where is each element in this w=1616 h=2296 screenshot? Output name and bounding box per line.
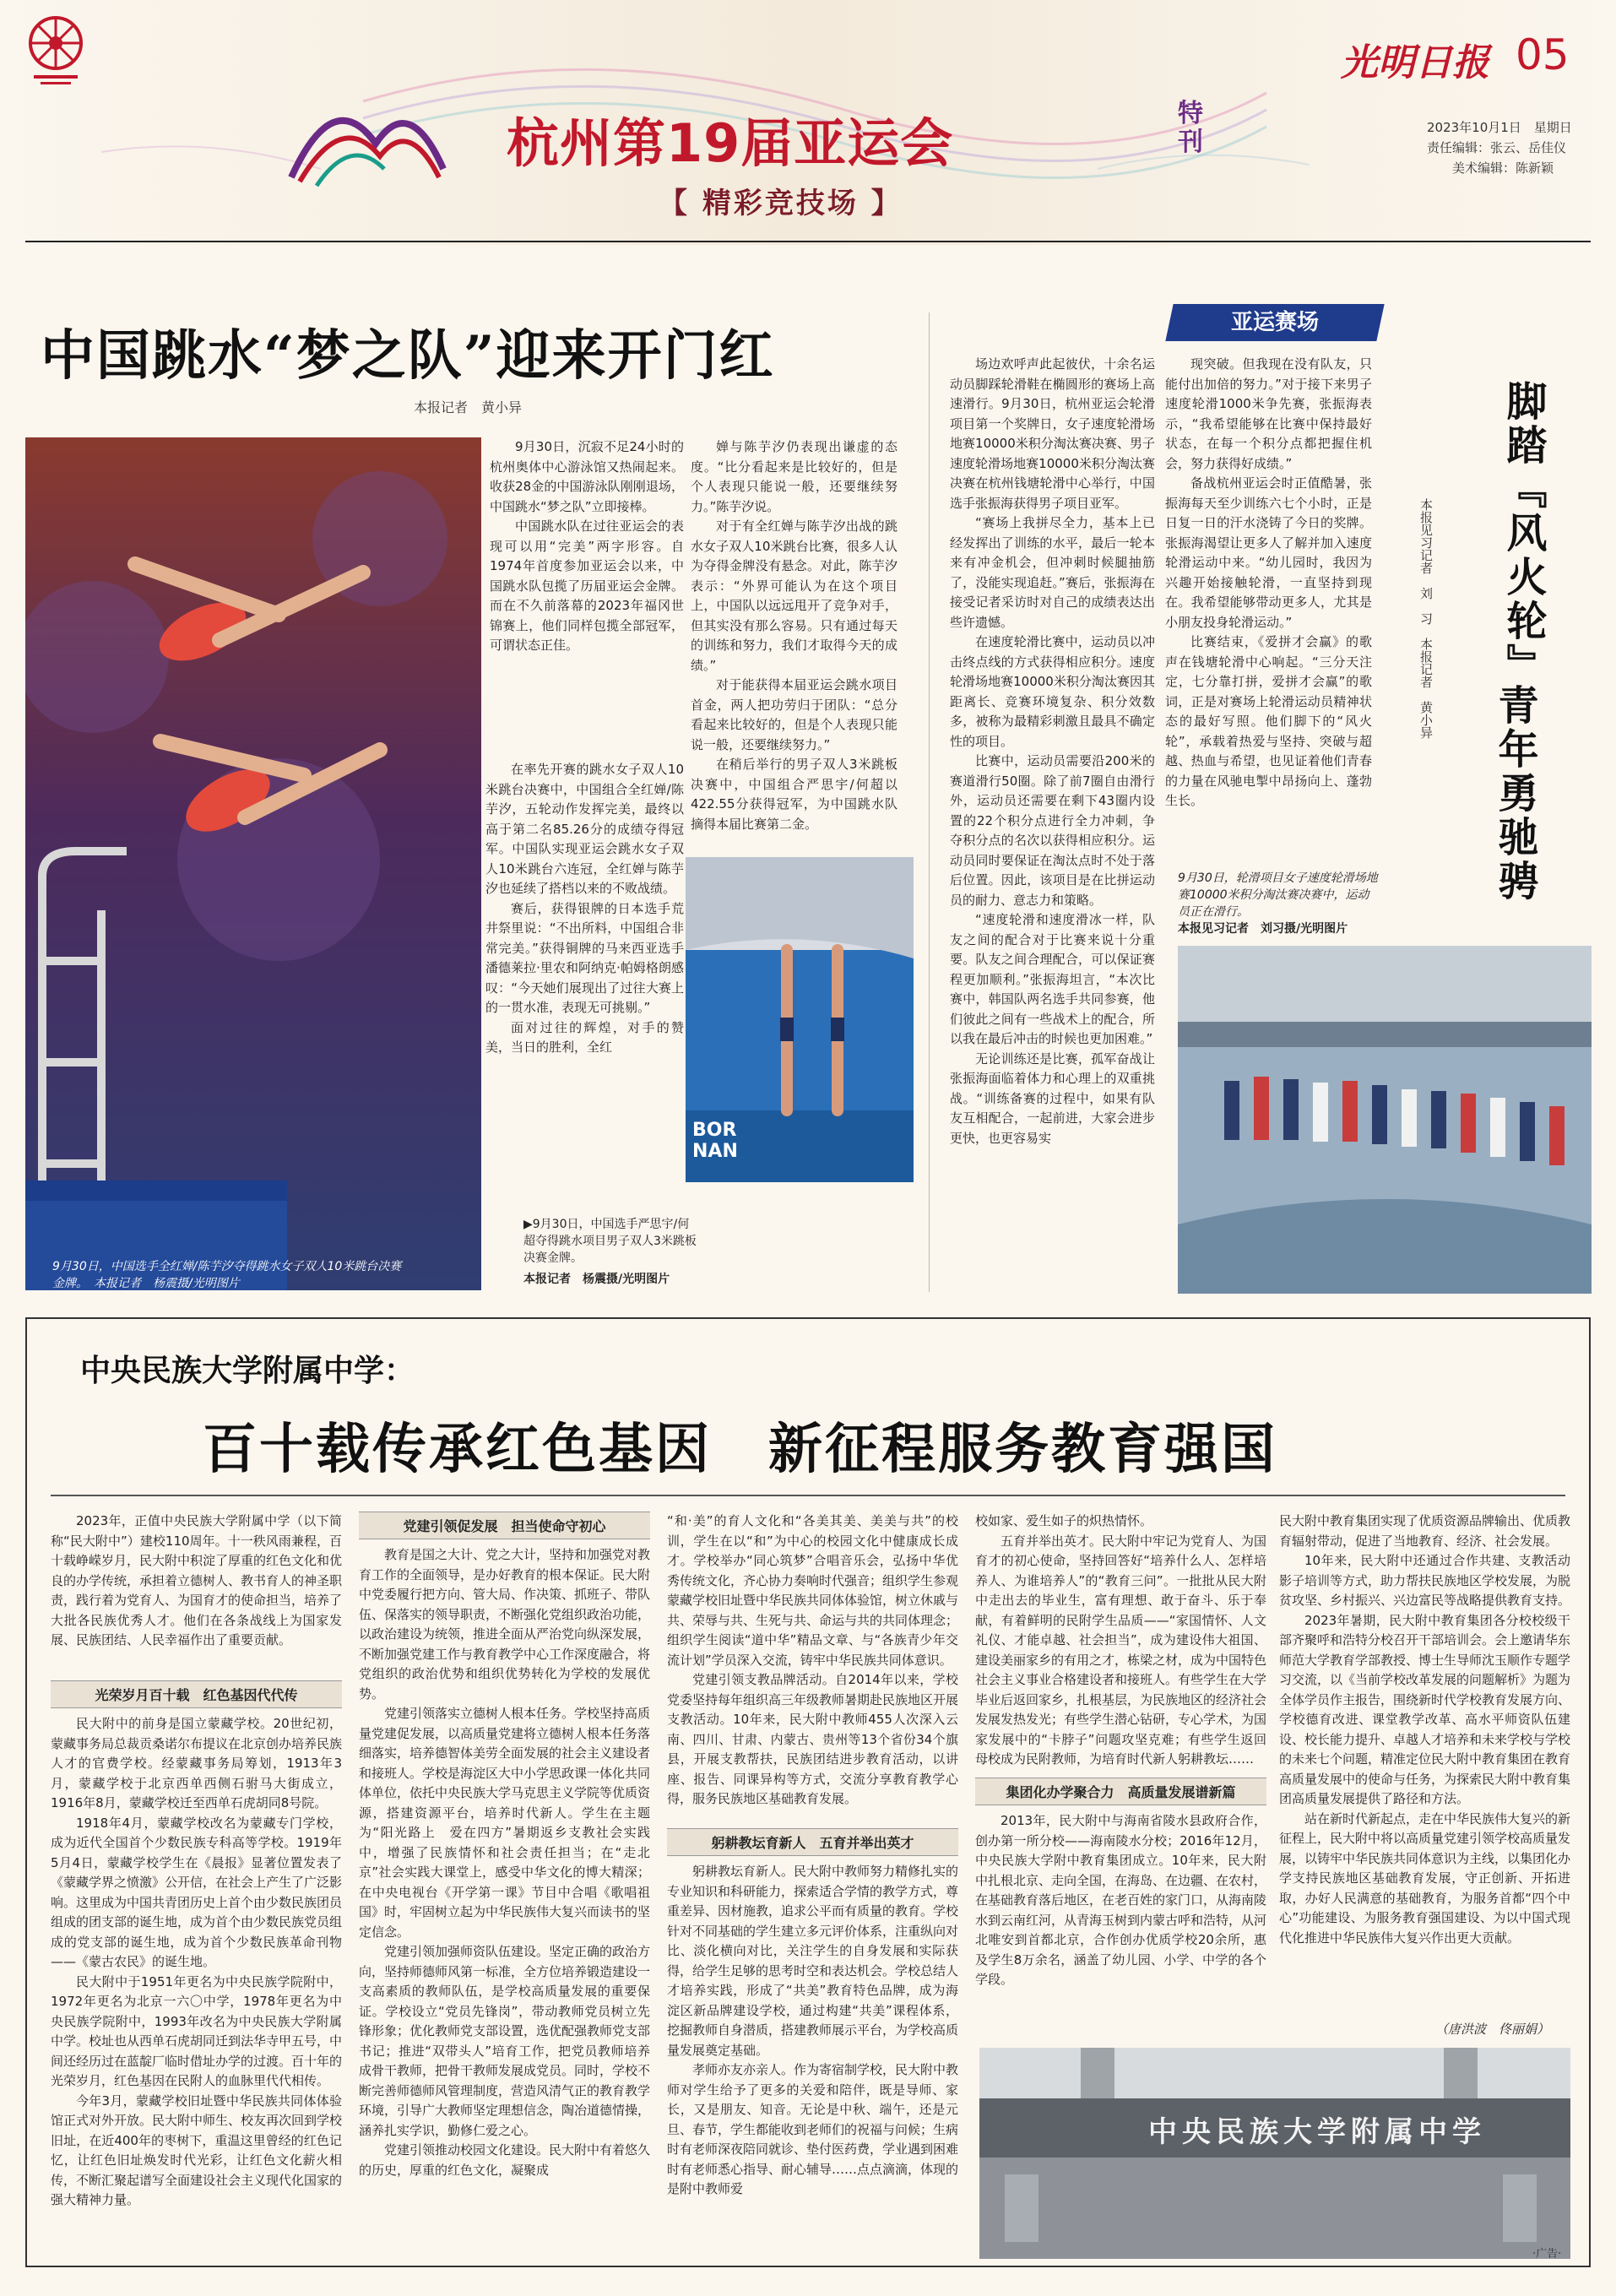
responsible-editors: 责任编辑：张云、岳佳仪 bbox=[1427, 140, 1567, 155]
paragraph: “速度轮滑和速度滑冰一样，队友之间的配合对于比赛来说十分重要。队友之间合理配合，可以保证赛程更加顺利。”张振海坦言，“本次比赛中，韩国队两名选手共同参赛，他们彼此之间有一些战术上的配合，所以我在最后冲击的时候也更加困难。” bbox=[950, 912, 1155, 1046]
special-title bbox=[507, 101, 953, 176]
paragraph: 比赛中，运动员需要沿200米的赛道滑行50圈。除了前7圈自由滑行外，运动员还需要在剩下43圈内设置的22个积分点进行全力冲刺，争夺积分点的名次以获得相应积分。运动员同时要保证在淘汰点时不处于落后位置。因此，该项目是在比拼运动员的耐力、意志力和策略。 bbox=[950, 753, 1155, 908]
paragraph: 备战杭州亚运会时正值酷暑，张振海每天至少训练六七个小时，正是日复一日的汗水浇铸了今日的奖牌。张振海渴望让更多人了解并加入速度轮滑运动中来。“幼儿园时，我因为兴趣开始接触轮滑，一直坚持到现在。我希望能够带动更多人，尤其是小朋友投身轮滑运动。” bbox=[1165, 475, 1372, 630]
paragraph: 校如家、爱生如子的炽热情怀。 bbox=[975, 1513, 1153, 1528]
school-gate-sign: 中央民族大学附属中学 bbox=[1148, 2115, 1486, 2149]
school-col1b bbox=[51, 1714, 342, 2259]
skating-headline-b: 青年勇驰骋 bbox=[1491, 684, 1538, 904]
school-col4b bbox=[975, 1811, 1266, 2010]
paragraph: “赛场上我拼尽全力，基本上已经发挥出了训练的水平，最后一轮本来有冲金机会，但冲刺时候腿抽筋了，没能实现追赶。”赛后，张振海在接受记者采访时对自己的成绩表达出些许遗憾。 bbox=[950, 515, 1155, 630]
paragraph: 9月30日，沉寂不足24小时的杭州奥体中心游泳馆又热闹起来。收获28金的中国游泳队刚刚退场，中国跳水“梦之队”立即接棒。 bbox=[490, 439, 684, 514]
school-author: （唐洪波 佟丽娟） bbox=[1435, 2022, 1550, 2037]
asian-games-emblem bbox=[25, 13, 86, 89]
paragraph: 党建引领加强师资队伍建设。坚定正确的政治方向，坚持师德师风第一标准，全方位培养锻造建设一支高素质的教师队伍，是学校高质量发展的重要保证。学校设立“党员先锋岗”，带动教师党员树立先锋形象；优化教师党支部设置，选优配强教师党支部书记；推进“双带头人”培育工作，把党员教师培养成骨干教师，把骨干教师发展成党员。同时，学校不断完善师德师风管理制度，营造风清气正的教育教学环境，引导广大教师坚定理想信念，陶冶道德情操，涵养扎实学识，勤修仁爱之心。 bbox=[359, 1944, 650, 2138]
school-headline: 百十载传承红色基因 新征程服务教育强国 bbox=[203, 1418, 1277, 1481]
school-col1a bbox=[51, 1512, 342, 1672]
school-subhead-3: 躬耕教坛育新人 五育并举出英才 bbox=[667, 1828, 958, 1856]
paragraph: 中国跳水队在过往亚运会的表现可以用“完美”两字形容。自1974年首度参加亚运会以来，中国跳水队包揽了历届亚运会金牌。而在不久前落幕的2023年福冈世锦赛上，他们同样包揽全部冠军，可谓状态正佳。 bbox=[490, 518, 684, 653]
special-title-text: 杭州第19届亚运会 bbox=[507, 112, 954, 174]
school-gate-photo bbox=[979, 2048, 1570, 2259]
school-kicker: 中央民族大学附属中学： bbox=[80, 1354, 415, 1388]
asian-games-logo-art bbox=[283, 76, 452, 194]
school-col3a bbox=[667, 1512, 958, 1820]
svg-text:BOR: BOR bbox=[692, 1120, 737, 1141]
column-divider bbox=[929, 312, 930, 1292]
paragraph: 民大附中于1951年更名为中央民族学院附中，1972年更名为北京一六〇中学，1978年更名为中央民族学院附中，1993年改名为中央民族大学附属中学。校址也从西单石虎胡同迁到法华寺甲五号，中间还经历过在蓝靛厂临时借址办学的过渡。百十年的光荣岁月，红色基因在民附人的血脉里代代相传。 bbox=[51, 1973, 342, 2088]
paragraph: 在率先开赛的跳水女子双人10米跳台决赛中，中国组合全红婵/陈芋汐，五轮动作发挥完美，最终以高于第二名85.26分的成绩夺得冠军。中国队实现亚运会跳水女子双人10米跳台六连冠，全红婵与陈芋汐也延续了搭档以来的不败战绩。 bbox=[485, 762, 684, 896]
diving-caption-left: 9月30日，中国选手全红婵/陈芋汐夺得跳水女子双人10米跳台决赛金牌。 本报记者 杨震摄/光明图片 bbox=[52, 1260, 402, 1290]
paragraph: 10年来，民大附中还通过合作共建、支教活动影子培训等方式，助力帮扶民族地区学校发展，为脱贫攻坚、乡村振兴、兴边富民等战略提供教育支持。 bbox=[1279, 1553, 1570, 1608]
diving-col2 bbox=[691, 437, 897, 834]
diving-photo-men bbox=[686, 857, 914, 1182]
paragraph: 赛后，获得银牌的日本选手荒井祭里说：“不出所料，中国组合非常完美。”获得铜牌的马来西亚选手潘德莱拉·里农和阿纳克·帕姆格朗感叹：“今天她们展现出了过往大赛上的一贯水准，表现无可挑剔。” bbox=[485, 900, 684, 1015]
paragraph: 2013年，民大附中与海南省陵水县政府合作，创办第一所分校——海南陵水分校；2016年12月，中央民族大学附中教育集团成立。10年来，民大附中扎根北京、走向全国，在海岛、在边疆、在农村，在基础教育落后地区，在老百姓的家门口，从海南陵水到云南红河，从青海玉树到内蒙古呼和浩特，从河北唯安到首都北京，合作创办优质学校20余所，惠及学生8万余名，涵盖了幼儿园、小学、中学的各个学段。 bbox=[975, 1813, 1266, 1987]
skating-caption-credit: 本报见习记者 刘习摄/光明图片 bbox=[1178, 922, 1348, 936]
paragraph: 对于能获得本届亚运会跳水项目首金，两人把功劳归于团队：“总分看起来比较好的，但是个人表现只能说一般，还要继续努力。” bbox=[691, 677, 897, 752]
paragraph: 现突破。但我现在没有队友，只能付出加倍的努力。”对于接下来男子速度轮滑1000米争先赛，张振海表示，“我希望能够在比赛中保持最好状态，在每一个积分点都把握住机会，努力获得好成绩。” bbox=[1165, 356, 1372, 471]
skating-col1 bbox=[950, 355, 1155, 1292]
diving-caption-right: ▶9月30日，中国选手严思宇/何超夺得跳水项目男子双人3米跳板决赛金牌。 bbox=[523, 1218, 697, 1265]
paragraph: 党建引领支教品牌活动。自2014年以来，学校党委坚持每年组织高三年级教师暑期赴民族地区开展支教活动。10年来，民大附中教师455人次深入云南、四川、甘肃、内蒙古、贵州等13个省份34个旗县，开展支教帮扶，民族团结进步教育活动，以讲座、报告、同课异构等方式，交流分享教育教学心得，服务民族地区基础教育发展。 bbox=[667, 1672, 958, 1806]
issue-date: 2023年10月1日 星期日 bbox=[1427, 120, 1572, 135]
diving-col1 bbox=[490, 437, 684, 720]
school-subhead-4: 集团化办学聚合力 高质量发展谱新篇 bbox=[975, 1778, 1266, 1805]
paragraph: 党建引领落实立德树人根本任务。学校坚持高质量党建促发展，以高质量党建将立德树人根本任务落细落实，培养德智体美劳全面发展的社会主义建设者和接班人。学校是海淀区大中小学思政课一体化共同体单位，依托中央民族大学马克思主义学院等优质资源，搭建资源平台，培养时代新人。学生在主题为“阳光路上 爱在四方”暑期返乡支教社会实践中，增强了民族情怀和社会责任担当；在“走北京”社会实践大课堂上，感受中华文化的博大精深；在中央电视台《开学第一课》节目中合唱《歌唱祖国》时，牢固树立起为中华民族伟大复兴而读书的坚定信念。 bbox=[359, 1706, 650, 1940]
skating-caption: 9月30日，轮滑项目女子速度轮滑场地赛10000米积分淘汰赛决赛中，运动员正在滑行。 bbox=[1178, 871, 1378, 919]
diving-col1b bbox=[485, 760, 684, 1110]
diving-byline: 本报记者 黄小异 bbox=[414, 399, 523, 415]
skating-byline: 本报见习记者 刘 习 本报记者 黄小异 bbox=[1418, 498, 1434, 739]
diving-headline: 中国跳水“梦之队”迎来开门红 bbox=[41, 324, 775, 388]
skating-headline-a: 脚踏『风火轮』 bbox=[1499, 380, 1547, 687]
paragraph: 2023年暑期，民大附中教育集团各分校校级干部齐聚呼和浩特分校召开干部培训会。会上邀请华东师范大学教育学部教授、博士生导师沈玉顺作专题学习交流，以《当前学校改革发展的问题解析》为题为全体学员作主报告，围绕新时代学校教育发展方向、学校德育改进、课堂教学改革、高水平师资队伍建设、校长能力提升、卓越人才培养和未来学校与学校的未来七个问题，精准定位民大附中教育集团在教育高质量发展中的使命与任务，为探索民大附中教育集团高质量发展提供了路径和方法。 bbox=[1279, 1612, 1570, 1806]
school-col3b bbox=[667, 1862, 958, 2259]
paragraph: 站在新时代新起点，走在中华民族伟大复兴的新征程上，民大附中将以高质量党建引领学校高质量发展，以铸牢中华民族共同体意识为主线，以集团化办学支持民族地区基础教育发展，守正创新、开拓进取，办好人民满意的基础教育，为服务首都“四个中心”功能建设、为服务教育强国建设、为以中国式现代化推进中华民族伟大复兴作出更大贡献。 bbox=[1279, 1810, 1570, 1946]
paragraph: 孝师亦友亦亲人。作为寄宿制学校，民大附中教师对学生给予了更多的关爱和陪伴，既是导师、家长，又是朋友、知音。无论是中秋、端午，还是元旦、春节，学生都能收到老师们的祝福与问候；生病时有老师深夜陪同就诊、垫付医药费，学业遇到困难时有老师悉心指导、耐心辅导……点点滴滴，体现的是附中教师爱 bbox=[667, 2062, 958, 2196]
diving-caption-right-credit: 本报记者 杨震摄/光明图片 bbox=[523, 1273, 670, 1286]
paragraph: 民大附中的前身是国立蒙藏学校。20世纪初，蒙藏事务局总裁贡桑诺尔布提议在北京创办培养民族人才的官费学校。经蒙藏事务局筹划，1913年3月，蒙藏学校于北京西单西侧石驸马大街成立，1916年8月，蒙藏学校迁至西单石虎胡同8号院。 bbox=[51, 1716, 342, 1810]
skating-tag-text: 亚运赛场 bbox=[1230, 310, 1319, 335]
school-col5 bbox=[1279, 1512, 1570, 2010]
paragraph: 躬耕教坛育新人。民大附中教师努力精修扎实的专业知识和科研能力，探索适合学情的教学方式，尊重差异、因材施教，追求公平而有质量的教育。学校针对不同基础的学生建立多元评价体系，注重纵向对比、淡化横向对比，关注学生的自身发展和实际获得，给学生足够的思考时空和表达机会。学校总结人才培养实践，形成了“共美”教育特色品牌，成为海淀区新品牌建设学校，通过构建“共美”课程体系，挖掘教师自身潜质，搭建教师展示平台，为学校高质量发展奠定基础。 bbox=[667, 1864, 958, 2058]
paragraph: 民大附中教育集团实现了优质资源品牌输出、优质教育辐射带动，促进了当地教育、经济、社会发展。 bbox=[1279, 1513, 1570, 1549]
school-headline-rule bbox=[51, 1495, 1565, 1496]
page-number: 05 bbox=[1516, 30, 1570, 79]
paragraph: 五育并举出英才。民大附中牢记为党育人、为国育才的初心使命，坚持回答好“培养什么人、怎样培养人、为谁培养人”的“教育三问”。一批批从民大附中走出去的毕业生，富有理想、敢于奋斗、乐于奉献，有着鲜明的民附学生品质——“家国情怀、人文礼仪、才能卓越、社会担当”，成为建设伟大祖国、建设美丽家乡的有用之才，栋梁之材，成为中国特色社会主义事业合格建设者和接班人。有些学生在大学毕业后返回家乡，扎根基层，为民族地区的经济社会发展发热发光；有些学生潜心钻研，专心学术，为国家发展中的“卡脖子”问题攻坚克难；有些学生返回母校成为民附教师，为培育时代新人躬耕教坛…… bbox=[975, 1533, 1266, 1767]
special-suffix: 特刊 bbox=[1178, 99, 1203, 157]
section-tag: 【 精彩竞技场 】 bbox=[659, 187, 903, 220]
masthead bbox=[0, 0, 1616, 245]
paragraph: 党建引领推动校园文化建设。民大附中有着悠久的历史，厚重的红色文化，凝聚成 bbox=[359, 2142, 650, 2178]
art-editor: 美术编辑：陈新颖 bbox=[1452, 160, 1554, 176]
skating-tag bbox=[1165, 304, 1384, 341]
skating-col2 bbox=[1165, 355, 1372, 861]
paragraph: 婵与陈芋汐仍表现出谦虚的态度。“比分看起来是比较好的，但是个人表现只能说一般，还要继续努力。”陈芋汐说。 bbox=[691, 439, 897, 514]
paragraph: 比赛结束，《爱拼才会赢》的歌声在钱塘轮滑中心响起。“三分天注定，七分靠打拼，爱拼才会赢”的歌词，正是对赛场上轮滑运动员精神状态的最好写照。他们脚下的“风火轮”，承载着热爱与坚持、突破与超越、热血与希望，也见证着他们青春的力量在风驰电掣中昂扬向上、蓬勃生长。 bbox=[1165, 634, 1372, 808]
paragraph: 对于有全红婵与陈芋汐出战的跳水女子双人10米跳台比赛，很多人认为夺得金牌没有悬念。对此，陈芋汐表示：“外界可能认为在这个项目上，中国队以远远甩开了竞争对手，但其实没有那么容易。只有通过每天的训练和努力，我们才取得今天的成绩。” bbox=[691, 518, 897, 673]
paper-name: 光明日报 bbox=[1341, 41, 1489, 84]
paragraph: 1918年4月，蒙藏学校改名为蒙藏专门学校，成为近代全国首个少数民族专科高等学校。1919年5月4日，蒙藏学校学生在《晨报》显著位置发表了《蒙藏学界之愤激》公开信，在社会上产生了广泛影响。这里成为中国共青团历史上首个由少数民族团员组成的团支部的诞生地，成为首个由少数民族党员组成的党支部的诞生地，成为首个少数民族革命刊物——《蒙古农民》的诞生地。 bbox=[51, 1815, 342, 1969]
skating-photo bbox=[1178, 946, 1592, 1294]
school-subhead-1: 光荣岁月百十载 红色基因代代传 bbox=[51, 1680, 342, 1708]
svg-text:NAN: NAN bbox=[692, 1141, 738, 1162]
paragraph: “和·美”的育人文化和“各美其美、美美与共”的校训，学生在以“和”为中心的校园文化中健康成长成才。学校举办“同心筑梦”合唱音乐会，弘扬中华优秀传统文化，齐心协力奏响时代强音；组织学生参观蒙藏学校旧址暨中华民族共同体体验馆，树立休戚与共、荣辱与共、生死与共、命运与共的共同体理念；组织学生阅读“道中华”精品文章、与“各族青少年交流计划”学员深入交流，铸牢中华民族共同体意识。 bbox=[667, 1513, 958, 1668]
ad-mark: ·广告· bbox=[1532, 2248, 1562, 2261]
paragraph: 今年3月，蒙藏学校旧址暨中华民族共同体体验馆正式对外开放。民大附中师生、校友再次回到学校旧址，在近400年的枣树下，重温这里曾经的红色记忆，让红色旧址焕发时代光彩，让红色文化薪火相传，不断汇聚起谱写全面建设社会主义现代化国家的强大精神力量。 bbox=[51, 2092, 342, 2207]
diving-photo-women bbox=[25, 437, 481, 1290]
paragraph: 面对过往的辉煌，对手的赞美，当日的胜利，全红 bbox=[485, 1019, 684, 1055]
paragraph: 在稍后举行的男子双人3米跳板决赛中，中国组合严思宇/何超以422.55分获得冠军，为中国跳水队摘得本届比赛第二金。 bbox=[691, 757, 897, 832]
school-col2 bbox=[359, 1545, 650, 2259]
paragraph: 2023年，正值中央民族大学附属中学（以下简称“民大附中”）建校110周年。十一秩风雨兼程，百十载峥嵘岁月，民大附中积淀了厚重的红色文化和优良的办学传统，承担着立德树人、教书育人的神圣职责，践行着为党育人、为国育才的使命担当，培养了大批各民族优秀人才。他们在各条战线上为国家发展、民族团结、人民幸福作出了重要贡献。 bbox=[51, 1513, 342, 1647]
paragraph: 在速度轮滑比赛中，运动员以冲击终点线的方式获得相应积分。速度轮滑场地赛10000米积分淘汰赛因其距离长、竞赛环境复杂、积分效数多，被称为最精彩刺激且最具不确定性的项目。 bbox=[950, 634, 1155, 749]
paragraph: 教育是国之大计、党之大计，坚持和加强党对教育工作的全面领导，是办好教育的根本保证。民大附中党委履行把方向、管大局、作决策、抓班子、带队伍、保落实的领导职责，不断强化党组织政治功能，以政治建设为统领，推进全面从严治党向纵深发展，不断加强党建工作与教育教学中心工作深度融合，将党组织的政治优势和组织优势转化为学校的发展优势。 bbox=[359, 1547, 650, 1702]
school-col4a bbox=[975, 1512, 1266, 1769]
paragraph: 场边欢呼声此起彼伏，十余名运动员脚踩轮滑鞋在椭圆形的赛场上高速滑行。9月30日，杭州亚运会轮滑项目第一个奖牌日，女子速度轮滑场地赛10000米积分淘汰赛决赛、男子速度轮滑场地赛10000米积分淘汰赛决赛在杭州钱塘轮滑中心举行，中国选手张振海获得男子项目亚军。 bbox=[950, 356, 1155, 511]
paragraph: 无论训练还是比赛，孤军奋战让张振海面临着体力和心理上的双重挑战。“训练备赛的过程中，如果有队友互相配合，一起前进，大家会进步更快，也更容易实 bbox=[950, 1050, 1155, 1146]
school-subhead-2: 党建引领促发展 担当使命守初心 bbox=[359, 1512, 650, 1539]
